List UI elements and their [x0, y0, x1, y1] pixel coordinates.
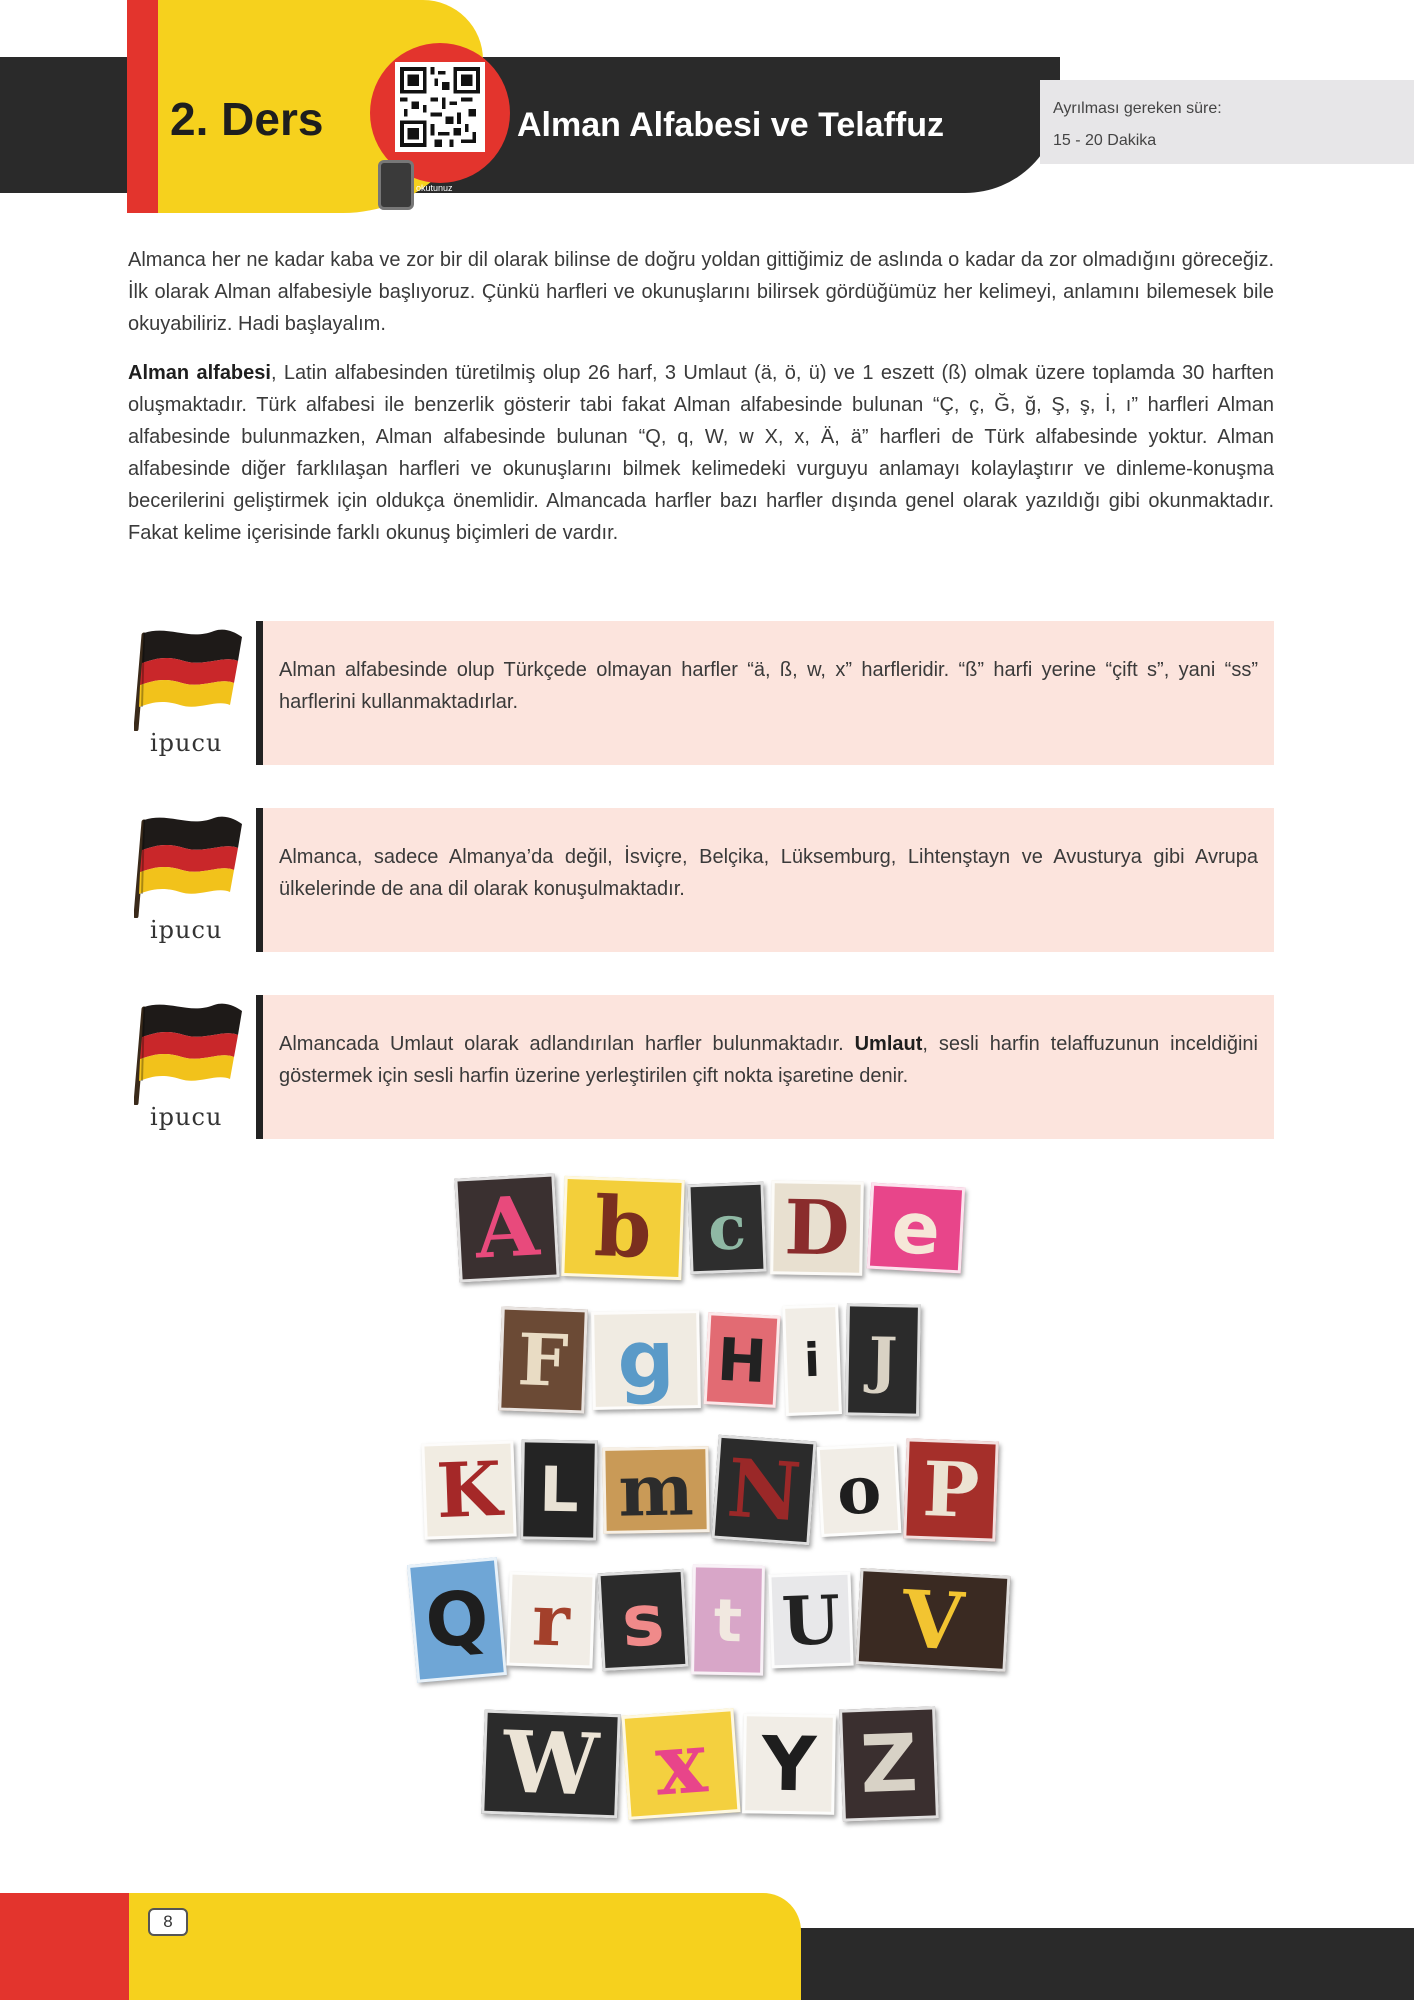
tip-text: Almanca, sadece Almanya’da değil, İsviçre, Belçika, Lüksemburg, Lihtenştayn ve Avusturya gibi Avrupa ülkelerinde de ana dil olarak konuşulmaktadır. [263, 808, 1274, 952]
letter-tile-f: F [498, 1307, 588, 1414]
qr-caption: okutunuz [416, 183, 453, 193]
letter-tile-k: K [421, 1440, 516, 1539]
letter-tile-p: P [903, 1438, 998, 1541]
tip-label: ipucu [150, 916, 223, 944]
letter-tile-r: r [506, 1572, 595, 1669]
letter-tile-v: V [856, 1568, 1011, 1672]
letter-tile-z: Z [839, 1706, 939, 1821]
header-red-stripe [127, 0, 158, 213]
letter-tile-o: o [817, 1443, 902, 1537]
letter-tile-c: c [687, 1182, 766, 1275]
letter-tile-x: x [622, 1708, 741, 1820]
phone-icon [378, 160, 414, 210]
letter-tile-n: N [711, 1435, 816, 1546]
tip-box [128, 995, 1274, 1139]
tip-text-after: , sesli harfin telaffuzunun inceldiğini göstermek için sesli harfin üzerine yerleştirilen çift nokta işaretine denir. [279, 1033, 1258, 1087]
letter-tile-g: g [591, 1310, 701, 1410]
alphabet-description: , Latin alfabesinden türetilmiş olup 26 harf, 3 Umlaut (ä, ö, ü) ve 1 eszett (ß) olmak üzere toplamda 30 harften oluşmaktadır. Türk alfabesi ile benzerlik gösterir tabi fakat Alman alfabesinde bulunan “Ç, ç, Ğ, ğ, Ş, ş, İ, ı” harfleri Alman alfabesinde bulunmazken, Alman alfabesinde bulunan “Q, q, W, w X, x, Ä, ä” harfleri de Türk alfabesinde yoktur. Alman alfabesinde diğer farklılaşan harfleri ve okunuşlarını bilmek kelimedeki vurguyu anlamayı kolaylaştırır ve dinleme-konuşma becerilerini geliştirmek için oldukça önemlidir. Almancada harfler bazı harfler dışında genel olarak yazıldığı gibi okunmaktadır. Fakat kelime içerisinde farklı okunuş biçimleri de vardır. [128, 362, 1274, 544]
page-number: 8 [148, 1908, 188, 1936]
tip-divider [256, 995, 263, 1139]
german-flag-icon [134, 621, 246, 731]
footer-yellow-block [129, 1893, 801, 2000]
tip-text [263, 995, 1274, 1139]
letter-tile-d: D [770, 1180, 864, 1276]
letter-tile-l: L [520, 1439, 598, 1540]
tip-label: ipucu [150, 729, 223, 757]
letter-tile-j: J [845, 1303, 921, 1416]
letter-tile-h: H [704, 1312, 781, 1408]
lesson-number: 2. Ders [170, 93, 324, 145]
time-value: 15 - 20 Dakika [1053, 132, 1157, 149]
alphabet-row [330, 1704, 1090, 1824]
qr-code-icon[interactable] [395, 62, 485, 152]
alphabet-collage [330, 1168, 1090, 1848]
letter-tile-t: t [691, 1564, 765, 1675]
letter-tile-s: s [597, 1569, 688, 1671]
letter-tile-w: W [481, 1710, 621, 1819]
alphabet-row [330, 1430, 1090, 1550]
alphabet-paragraph [128, 357, 1274, 549]
alphabet-row [330, 1560, 1090, 1680]
lesson-title: Alman Alfabesi ve Telaffuz [517, 106, 944, 144]
tip-box [128, 621, 1274, 765]
time-panel [1040, 80, 1414, 164]
german-flag-icon [134, 808, 246, 918]
letter-tile-m: m [602, 1446, 709, 1534]
letter-tile-i: i [782, 1304, 842, 1416]
tip-box [128, 808, 1274, 952]
alphabet-row [330, 1300, 1090, 1420]
letter-tile-a: A [454, 1173, 559, 1282]
letter-tile-u: U [768, 1572, 853, 1669]
tip-label: ipucu [150, 1103, 223, 1131]
alphabet-term: Alman alfabesi [128, 362, 271, 384]
letter-tile-y: Y [742, 1713, 836, 1815]
tip-text: Alman alfabesinde olup Türkçede olmayan harfler “ä, ß, w, x” harfleridir. “ß” harfi yerine “çift s”, yani “ss” harflerini kullanmaktadırlar. [263, 621, 1274, 765]
tip-divider [256, 621, 263, 765]
footer-red-block [0, 1893, 129, 2000]
umlaut-term: Umlaut [854, 1033, 923, 1055]
alphabet-row [330, 1168, 1090, 1288]
tip-divider [256, 808, 263, 952]
letter-tile-b: b [561, 1176, 684, 1280]
german-flag-icon [134, 995, 246, 1105]
intro-paragraph: Almanca her ne kadar kaba ve zor bir dil olarak bilinse de doğru yoldan gittiğimiz de aslında o kadar da zor olmadığını göreceğiz. İlk olarak Alman alfabesiyle başlıyoruz. Çünkü harfleri ve okunuşlarını bilirsek gördüğümüz her kelimeyi, anlamını bilemesek bile okuyabiliriz. Hadi başlayalım. [128, 249, 1274, 335]
letter-tile-e: e [867, 1183, 965, 1274]
time-label: Ayrılması gereken süre: [1053, 100, 1222, 117]
letter-tile-q: Q [407, 1557, 507, 1682]
tip-text-before: Almancada Umlaut olarak adlandırılan harfler bulunmaktadır. [279, 1033, 855, 1055]
